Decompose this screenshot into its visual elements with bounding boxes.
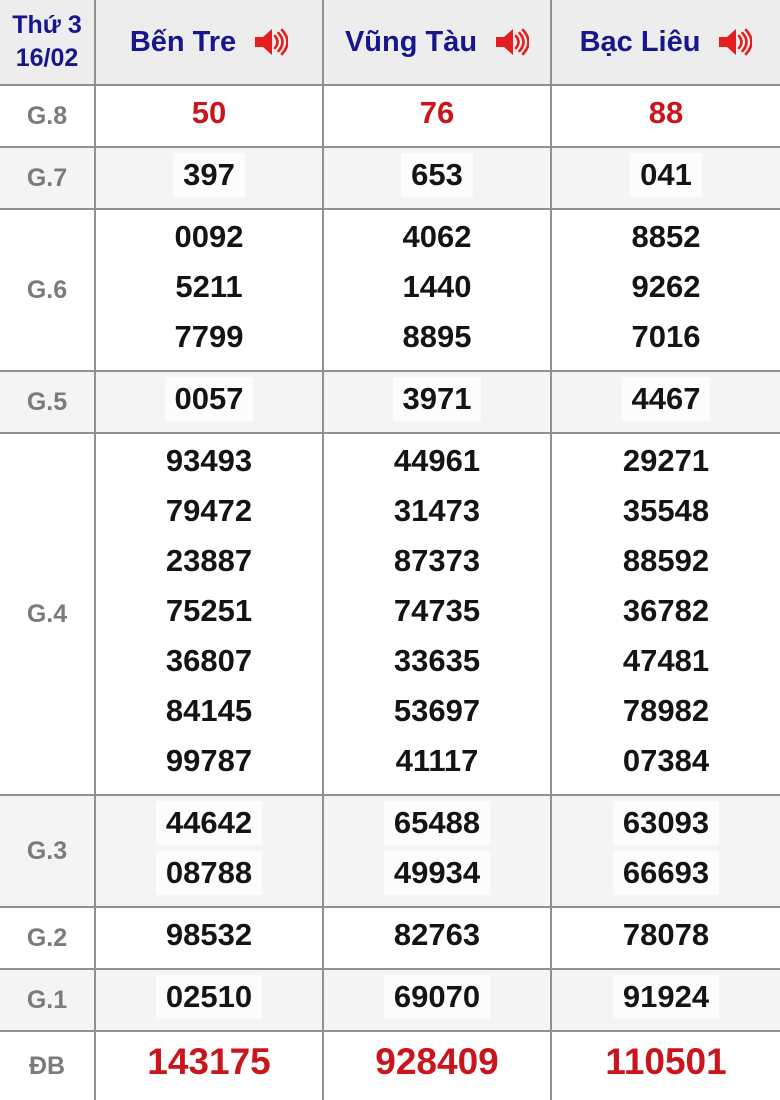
result-number: 07384 [613,739,719,783]
result-number: 31473 [384,489,490,533]
result-cell [551,209,780,371]
result-cell [95,907,323,969]
result-number: 08788 [156,851,262,895]
prize-label: G.5 [0,371,95,433]
result-number: 63093 [613,801,719,845]
prize-row-g2 [0,907,780,969]
result-cell [551,85,780,147]
result-number: 75251 [156,589,262,633]
result-cell [551,907,780,969]
result-cell [95,1031,323,1100]
prize-label: G.7 [0,147,95,209]
result-number: 4062 [393,215,482,259]
result-cell [95,147,323,209]
result-number: 88592 [613,539,719,583]
result-number: 36782 [613,589,719,633]
result-number: 44961 [384,439,490,483]
result-cell [95,85,323,147]
result-cell [551,147,780,209]
result-cell [323,795,551,907]
result-cell [551,1031,780,1100]
result-number: 35548 [613,489,719,533]
speaker-icon[interactable] [252,27,288,57]
result-number: 65488 [384,801,490,845]
speaker-icon[interactable] [493,27,529,57]
result-cell [323,907,551,969]
result-cell [95,433,323,795]
result-number: 41117 [386,739,489,783]
result-number: 50 [182,91,236,135]
result-number: 74735 [384,589,490,633]
result-number: 79472 [156,489,262,533]
result-number: 5211 [165,265,252,309]
station-header-vung-tau[interactable] [323,0,551,85]
prize-label: ĐB [0,1031,95,1100]
result-number: 69070 [384,975,490,1019]
prize-row-g7 [0,147,780,209]
prize-label: G.4 [0,433,95,795]
prize-row-g5 [0,371,780,433]
result-number: 66693 [613,851,719,895]
result-number: 99787 [156,739,262,783]
prize-row-g8 [0,85,780,147]
result-number: 7799 [165,315,254,359]
result-cell [323,969,551,1031]
speaker-icon[interactable] [716,27,752,57]
station-name: Bạc Liêu [579,25,701,58]
result-number: 0092 [165,215,254,259]
result-number: 23887 [156,539,262,583]
result-number: 110501 [595,1037,736,1087]
result-cell [551,371,780,433]
station-name: Vũng Tàu [344,25,478,58]
result-number: 84145 [156,689,262,733]
result-number: 29271 [613,439,719,483]
prize-row-g6 [0,209,780,371]
prize-label: G.3 [0,795,95,907]
result-cell [95,209,323,371]
result-number: 33635 [384,639,490,683]
result-number: 44642 [156,801,262,845]
result-number: 93493 [156,439,262,483]
prize-row-g3 [0,795,780,907]
station-name: Bến Tre [129,25,237,58]
draw-day: 16/02 [15,44,79,72]
result-number: 4467 [622,377,711,421]
result-number: 78078 [613,913,719,957]
result-number: 1440 [393,265,482,309]
station-header-bac-lieu[interactable] [551,0,780,85]
draw-date [0,0,95,85]
result-number: 53697 [384,689,490,733]
result-cell [323,209,551,371]
result-number: 7016 [622,315,711,359]
result-cell [323,371,551,433]
result-cell [95,795,323,907]
result-number: 87373 [384,539,490,583]
result-cell [323,147,551,209]
result-cell [323,433,551,795]
result-number: 041 [630,153,702,197]
result-number: 0057 [165,377,254,421]
draw-weekday: Thứ 3 [12,11,82,39]
result-number: 8895 [393,315,482,359]
result-number: 928409 [365,1037,508,1087]
result-number: 3971 [393,377,482,421]
result-cell [95,969,323,1031]
result-cell [323,1031,551,1100]
result-number: 9262 [622,265,711,309]
prize-row-g1 [0,969,780,1031]
result-cell [95,371,323,433]
result-number: 397 [173,153,245,197]
result-number: 88 [639,91,693,135]
result-cell [551,795,780,907]
prize-row-g4 [0,433,780,795]
result-cell [551,969,780,1031]
prize-label: G.2 [0,907,95,969]
prize-label: G.1 [0,969,95,1031]
result-number: 76 [410,91,464,135]
result-number: 8852 [622,215,711,259]
result-number: 653 [401,153,473,197]
prize-label: G.8 [0,85,95,147]
header-row [0,0,780,85]
prize-label: G.6 [0,209,95,371]
result-number: 49934 [384,851,490,895]
station-header-ben-tre[interactable] [95,0,323,85]
prize-row-db [0,1031,780,1100]
result-number: 02510 [156,975,262,1019]
result-number: 91924 [613,975,719,1019]
result-number: 82763 [384,913,490,957]
result-number: 47481 [613,639,719,683]
result-number: 98532 [156,913,262,957]
result-number: 36807 [156,639,262,683]
result-number: 78982 [613,689,719,733]
result-cell [551,433,780,795]
result-number: 143175 [137,1037,280,1087]
result-cell [323,85,551,147]
